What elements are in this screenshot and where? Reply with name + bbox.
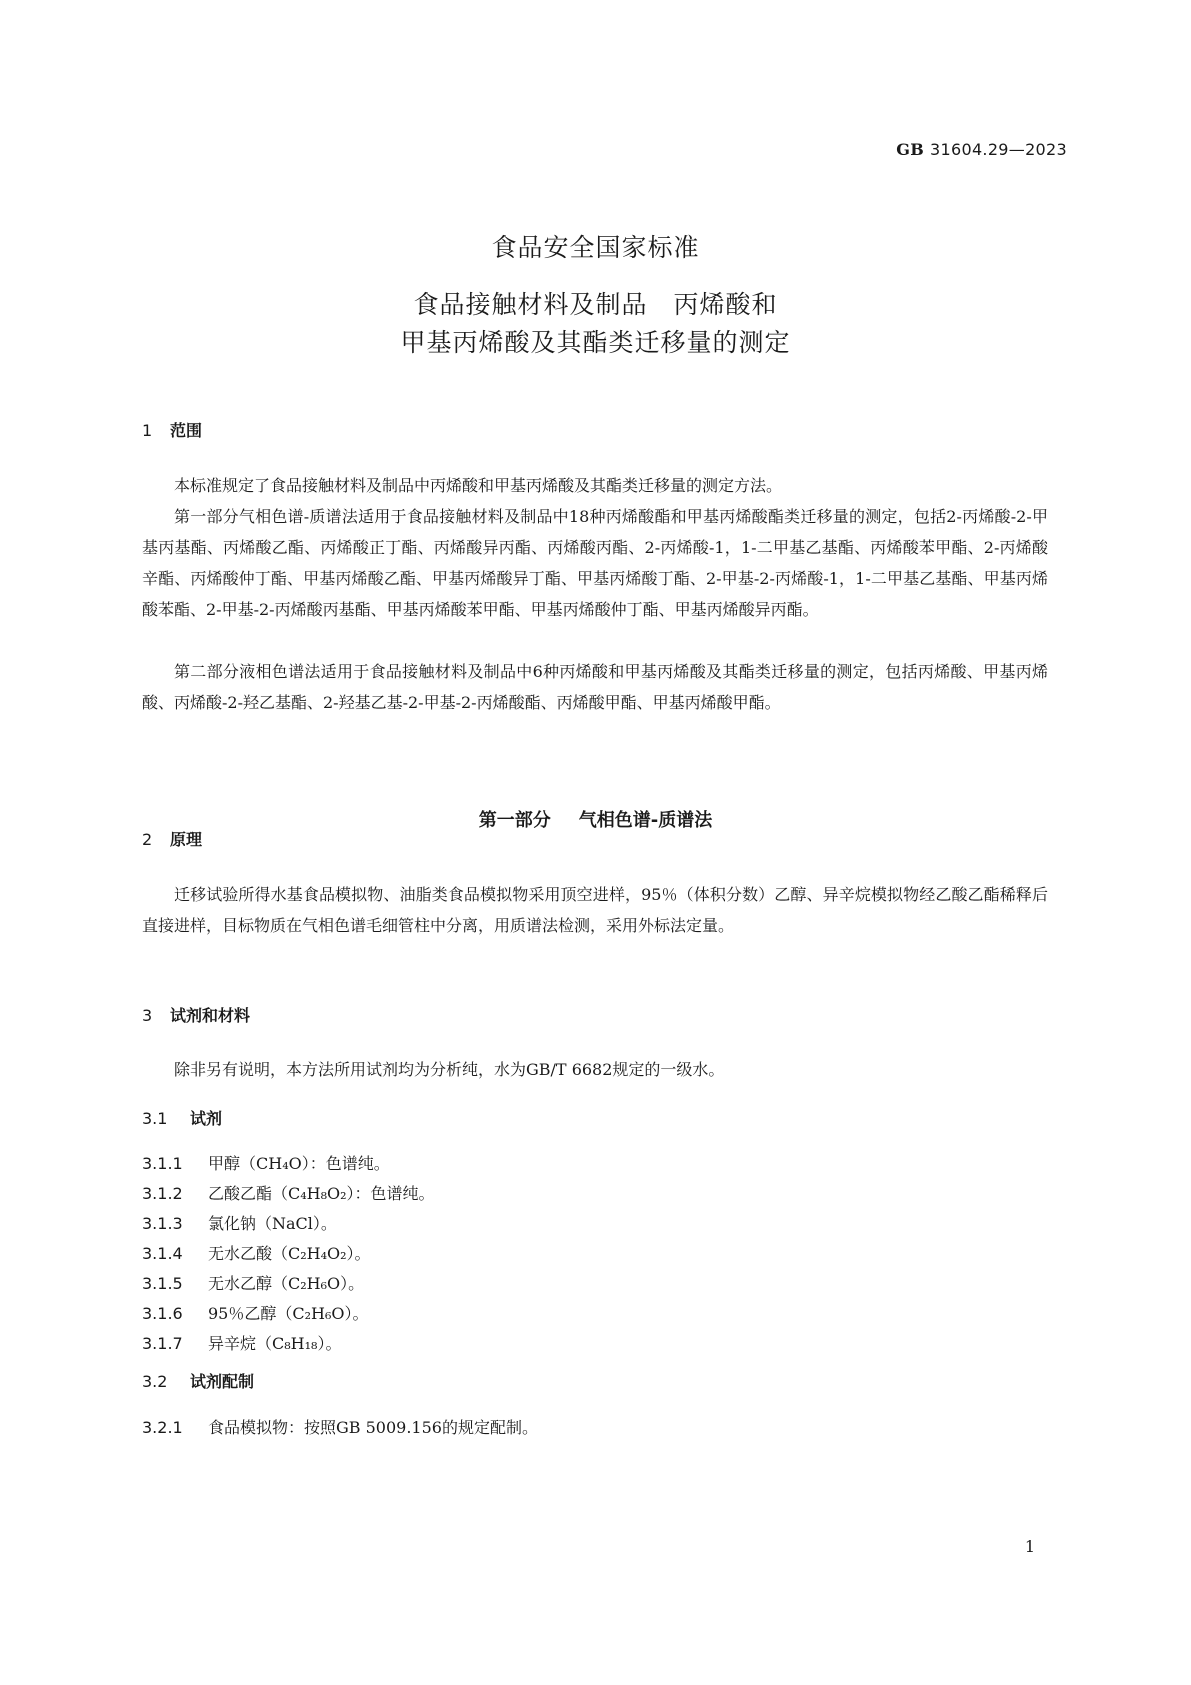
section-heading-scope xyxy=(142,418,202,441)
standard-code xyxy=(896,140,1067,159)
scope-paragraph-2: 第一部分气相色谱-质谱法适用于食品接触材料及制品中18种丙烯酸酯和甲基丙烯酸酯类迁移量的测定，包括2-丙烯酸-2-甲基丙基酯、丙烯酸乙酯、丙烯酸正丁酯、丙烯酸异丙酯、丙烯酸丙酯、2-丙烯酸-1，1-二甲基乙基酯、丙烯酸苯甲酯、2-丙烯酸辛酯、丙烯酸仲丁酯、甲基丙烯酸乙酯、甲基丙烯酸异丁酯、甲基丙烯酸丁酯、2-甲基-2-丙烯酸-1，1-二甲基乙基酯、甲基丙烯酸苯酯、2-甲基-2-丙烯酸丙基酯、甲基丙烯酸苯甲酯、甲基丙烯酸仲丁酯、甲基丙烯酸异丙酯。 xyxy=(142,507,1048,619)
item-number: 3.1.7 xyxy=(142,1334,183,1353)
scope-paragraph-3: 第二部分液相色谱法适用于食品接触材料及制品中6种丙烯酸和甲基丙烯酸及其酯类迁移量的测定，包括丙烯酸、甲基丙烯酸、丙烯酸-2-羟乙基酯、2-羟基乙基-2-甲基-2-丙烯酸酯、丙烯酸甲酯、甲基丙烯酸甲酯。 xyxy=(142,662,1048,712)
standard-number: 31604.29—2023 xyxy=(930,140,1067,159)
item-text: 食品模拟物：按照GB 5009.156的规定配制。 xyxy=(208,1418,538,1437)
reagents-paragraph: 除非另有说明，本方法所用试剂均为分析纯，水为GB/T 6682规定的一级水。 xyxy=(174,1060,725,1079)
subsection-heading-reagent-preparation xyxy=(142,1369,254,1392)
section-number: 2 xyxy=(142,830,153,849)
item-number: 3.1.4 xyxy=(142,1244,183,1263)
item-text: 乙酸乙酯（C₄H₈O₂）：色谱纯。 xyxy=(208,1184,435,1203)
main-title: 食品安全国家标准 xyxy=(491,233,700,262)
section-heading-reagents-materials xyxy=(142,1003,250,1026)
principle-paragraph: 迁移试验所得水基食品模拟物、油脂类食品模拟物采用顶空进样，95％（体积分数）乙醇、异辛烷模拟物经乙酸乙酯稀释后直接进样，目标物质在气相色谱毛细管柱中分离，用质谱法检测，采用外标法定量。 xyxy=(142,885,1048,935)
reagent-item xyxy=(142,1331,341,1354)
section-heading-principle xyxy=(142,827,202,850)
section-number: 3.2 xyxy=(142,1372,168,1391)
reagent-item xyxy=(142,1271,364,1294)
item-number: 3.1.6 xyxy=(142,1304,183,1323)
item-text: 无水乙酸（C₂H₄O₂）。 xyxy=(208,1244,371,1263)
section-number: 3.1 xyxy=(142,1109,168,1128)
part-method: 气相色谱-质谱法 xyxy=(578,810,713,831)
preparation-item xyxy=(142,1415,538,1438)
item-number: 3.1.5 xyxy=(142,1274,183,1293)
reagent-item xyxy=(142,1211,337,1234)
reagent-item xyxy=(142,1181,435,1204)
section-title: 试剂配制 xyxy=(190,1372,255,1391)
item-text: 氯化钠（NaCl）。 xyxy=(208,1214,337,1233)
section-title: 试剂和材料 xyxy=(170,1006,251,1025)
section-number: 3 xyxy=(142,1006,153,1025)
item-number: 3.1.3 xyxy=(142,1214,183,1233)
subsection-heading-reagents xyxy=(142,1106,222,1129)
reagent-item xyxy=(142,1301,369,1324)
reagent-item xyxy=(142,1151,390,1174)
item-text: 无水乙醇（C₂H₆O）。 xyxy=(208,1274,365,1293)
standard-prefix: GB xyxy=(896,140,925,159)
item-text: 甲醇（CH₄O）：色谱纯。 xyxy=(208,1154,390,1173)
section-title: 范围 xyxy=(170,421,203,440)
subtitle-line-1: 食品接触材料及制品 丙烯酸和 xyxy=(413,290,778,319)
section-title: 原理 xyxy=(170,830,203,849)
subtitle-line-2: 甲基丙烯酸及其酯类迁移量的测定 xyxy=(400,328,791,357)
section-title: 试剂 xyxy=(190,1109,223,1128)
section-number: 1 xyxy=(142,421,153,440)
item-text: 异辛烷（C₈H₁₈）。 xyxy=(208,1334,342,1353)
part-label: 第一部分 xyxy=(478,810,551,831)
page-number: 1 xyxy=(1024,1537,1035,1556)
item-number: 3.2.1 xyxy=(142,1418,183,1437)
item-text: 95％乙醇（C₂H₆O）。 xyxy=(208,1304,369,1323)
item-number: 3.1.2 xyxy=(142,1184,183,1203)
scope-paragraph-1: 本标准规定了食品接触材料及制品中丙烯酸和甲基丙烯酸及其酯类迁移量的测定方法。 xyxy=(174,476,783,495)
reagent-item xyxy=(142,1241,371,1264)
item-number: 3.1.1 xyxy=(142,1154,183,1173)
